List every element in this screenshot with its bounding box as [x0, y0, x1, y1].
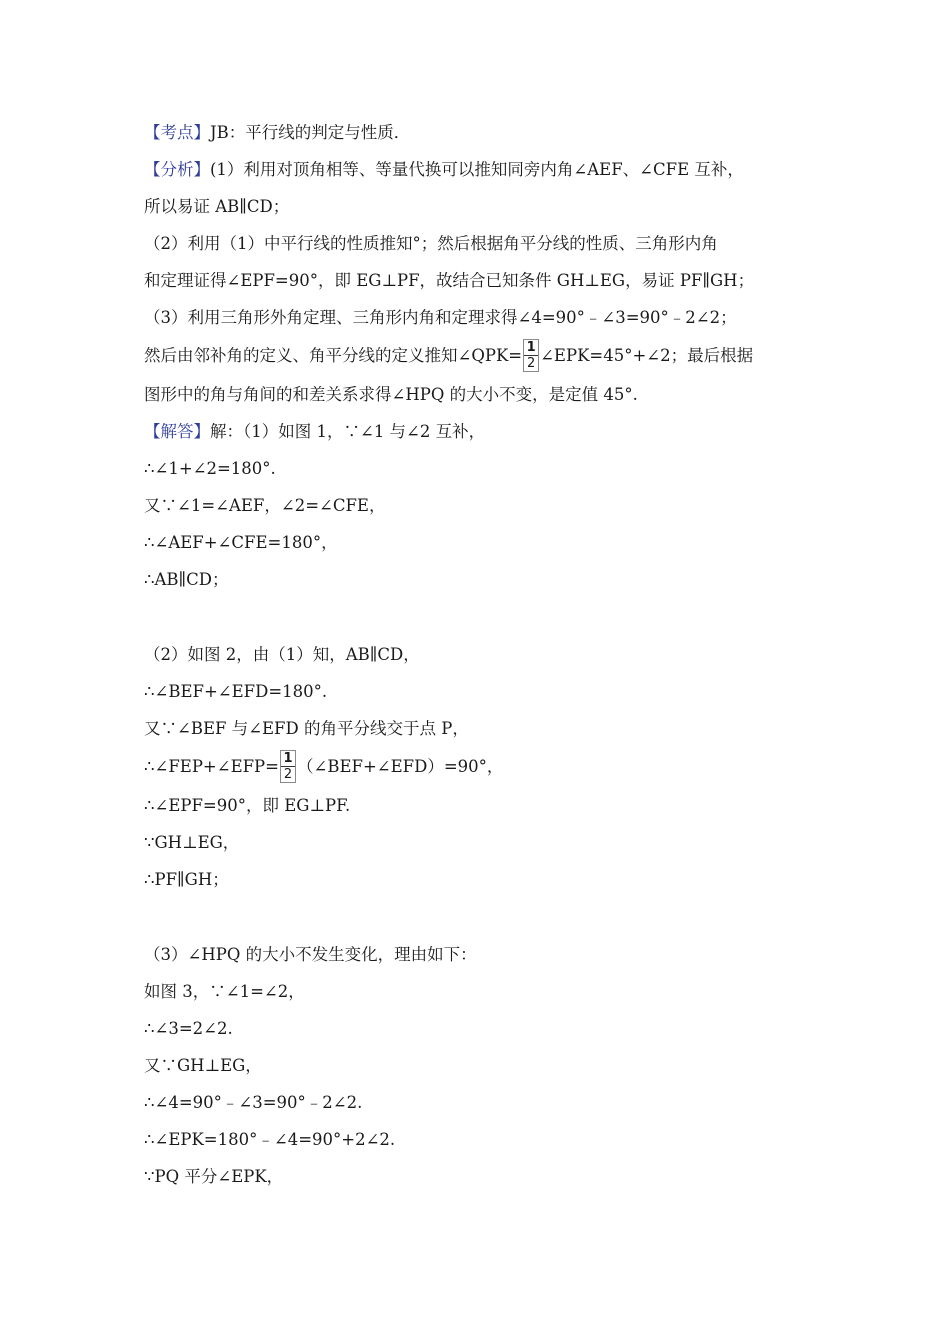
solution-document	[144, 114, 814, 1195]
fenxi-text-6b: ∠EPK=45°+∠2；最后根据	[540, 346, 754, 365]
fenxi-text-1: (1）利用对顶角相等、等量代换可以推知同旁内角∠AEF、∠CFE 互补，	[210, 160, 744, 179]
jieda-line-5: ∴AB∥CD；	[144, 570, 229, 589]
fraction-numerator: 1	[281, 751, 295, 767]
spacer	[144, 898, 814, 936]
part2-line-1: （2）如图 2，由（1）知，AB∥CD，	[144, 645, 420, 664]
half-fraction	[280, 750, 296, 783]
half-fraction	[523, 339, 539, 372]
fenxi-tag: 【分析】	[144, 160, 210, 179]
part3-line-7: ∵PQ 平分∠EPK，	[144, 1167, 284, 1186]
part2-text-4a: ∴∠FEP+∠EFP=	[144, 757, 279, 776]
kaodian-text: JB：平行线的判定与性质．	[210, 123, 411, 142]
jieda-line-4: ∴∠AEF+∠CFE=180°，	[144, 533, 338, 552]
part3-line-2: 如图 3，∵∠1=∠2，	[144, 982, 305, 1001]
fraction-numerator: 1	[524, 340, 538, 356]
jieda-line-3: 又∵∠1=∠AEF，∠2=∠CFE，	[144, 496, 386, 515]
part2-text-4b: （∠BEF+∠EFD）=90°，	[297, 757, 504, 776]
fenxi-line-1	[144, 151, 814, 188]
jieda-line-1	[144, 413, 814, 450]
fenxi-line-2: 所以易证 AB∥CD；	[144, 197, 290, 216]
part2-line-5: ∴∠EPF=90°，即 EG⊥PF.	[144, 796, 351, 815]
part2-line-7: ∴PF∥GH；	[144, 870, 229, 889]
fraction-denominator: 2	[283, 767, 293, 782]
part3-line-6: ∴∠EPK=180°﹣∠4=90°+2∠2.	[144, 1130, 396, 1149]
part2-line-6: ∵GH⊥EG，	[144, 833, 240, 852]
fraction-denominator: 2	[526, 356, 536, 371]
part3-line-3: ∴∠3=2∠2.	[144, 1019, 233, 1038]
spacer	[144, 598, 814, 636]
fenxi-line-3: （2）利用（1）中平行线的性质推知°；然后根据角平分线的性质、三角形内角	[144, 234, 718, 253]
fenxi-line-6	[144, 336, 814, 376]
fenxi-line-4: 和定理证得∠EPF=90°，即 EG⊥PF，故结合已知条件 GH⊥EG，易证 PF∥GH；	[144, 271, 755, 290]
fenxi-line-7: 图形中的角与角间的和差关系求得∠HPQ 的大小不变，是定值 45°.	[144, 385, 638, 404]
part3-line-1: （3）∠HPQ 的大小不发生变化，理由如下：	[144, 945, 477, 964]
jieda-tag: 【解答】	[144, 422, 210, 441]
fenxi-text-6a: 然后由邻补角的定义、角平分线的定义推知∠QPK=	[144, 346, 523, 365]
kaodian-line	[144, 114, 814, 151]
part2-line-4	[144, 747, 814, 787]
fenxi-line-5: （3）利用三角形外角定理、三角形内角和定理求得∠4=90°﹣∠3=90°﹣2∠2；	[144, 308, 737, 327]
part2-line-3: 又∵∠BEF 与∠EFD 的角平分线交于点 P，	[144, 719, 469, 738]
part3-line-4: 又∵GH⊥EG，	[144, 1056, 262, 1075]
kaodian-tag: 【考点】	[144, 123, 210, 142]
jieda-line-2: ∴∠1+∠2=180°.	[144, 459, 276, 478]
part2-line-2: ∴∠BEF+∠EFD=180°.	[144, 682, 328, 701]
jieda-text-1: 解：（1）如图 1，∵∠1 与∠2 互补，	[210, 422, 486, 441]
part3-line-5: ∴∠4=90°﹣∠3=90°﹣2∠2.	[144, 1093, 363, 1112]
